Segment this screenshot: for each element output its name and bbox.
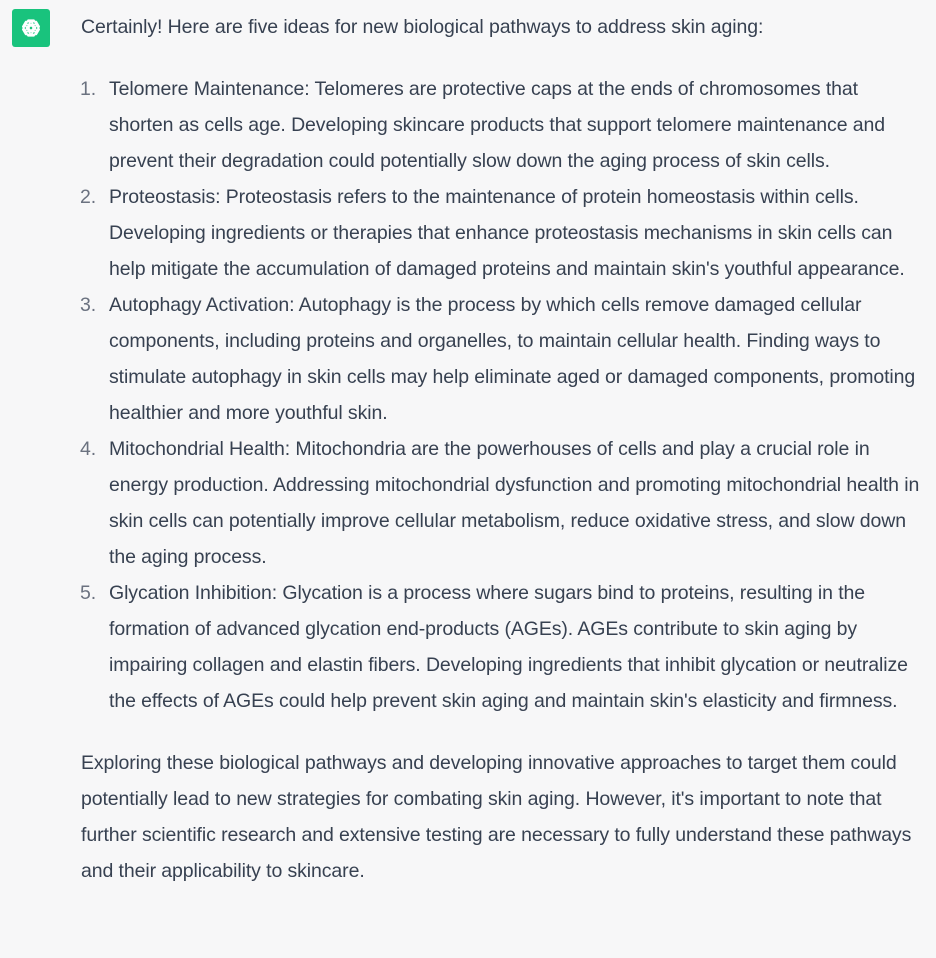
list-item-text: Autophagy Activation: Autophagy is the process by which cells remove damaged cellular components, including proteins and organelles, to maintain cellular health. Finding ways to stimulate autophagy in skin cells may help eliminate aged or damaged components, promoting healthier and more youthful skin. [109, 294, 916, 424]
list-item [81, 575, 926, 719]
list-item [81, 71, 926, 179]
list-item-text: Telomere Maintenance: Telomeres are protective caps at the ends of chromosomes that shorten as cells age. Developing skincare products that support telomere maintenance and prevent their degradation could potentially slow down the aging process of skin cells. [109, 78, 885, 172]
list-item [81, 287, 926, 431]
list-item [81, 431, 926, 575]
message-outro: Exploring these biological pathways and developing innovative approaches to target them could potentially lead to new strategies for combating skin aging. However, it's important to note that further scientific research and extensive testing are necessary to fully understand these pathways and their applicability to skincare. [81, 752, 912, 882]
list-item-text: Proteostasis: Proteostasis refers to the maintenance of protein homeostasis within cells. Developing ingredients or therapies that enhance proteostasis mechanisms in skin cells can help mitigate the accumulation of damaged proteins and maintain skin's youthful appearance. [109, 186, 905, 280]
pathway-list [81, 71, 926, 719]
list-item-number: 1. [80, 78, 97, 100]
list-item-number: 4. [80, 438, 97, 460]
list-item-text: Mitochondrial Health: Mitochondria are the powerhouses of cells and play a crucial role in energy production. Addressing mitochondrial dysfunction and promoting mitochondrial health in skin cells can potentially improve cellular metabolism, reduce oxidative stress, and slow down the aging process. [109, 438, 920, 568]
message-content [81, 9, 926, 889]
openai-logo-icon [17, 14, 45, 42]
assistant-avatar [12, 9, 50, 47]
list-item-text: Glycation Inhibition: Glycation is a process where sugars bind to proteins, resulting in the formation of advanced glycation end-products (AGEs). AGEs contribute to skin aging by impairing collagen and elastin fibers. Developing ingredients that inhibit glycation or neutralize the effects of AGEs could help prevent skin aging and maintain skin's elasticity and firmness. [109, 582, 908, 712]
message-intro: Certainly! Here are five ideas for new biological pathways to address skin aging: [81, 16, 764, 38]
list-item-number: 5. [80, 582, 97, 604]
list-item-number: 2. [80, 186, 97, 208]
list-item [81, 179, 926, 287]
list-item-number: 3. [80, 294, 97, 316]
